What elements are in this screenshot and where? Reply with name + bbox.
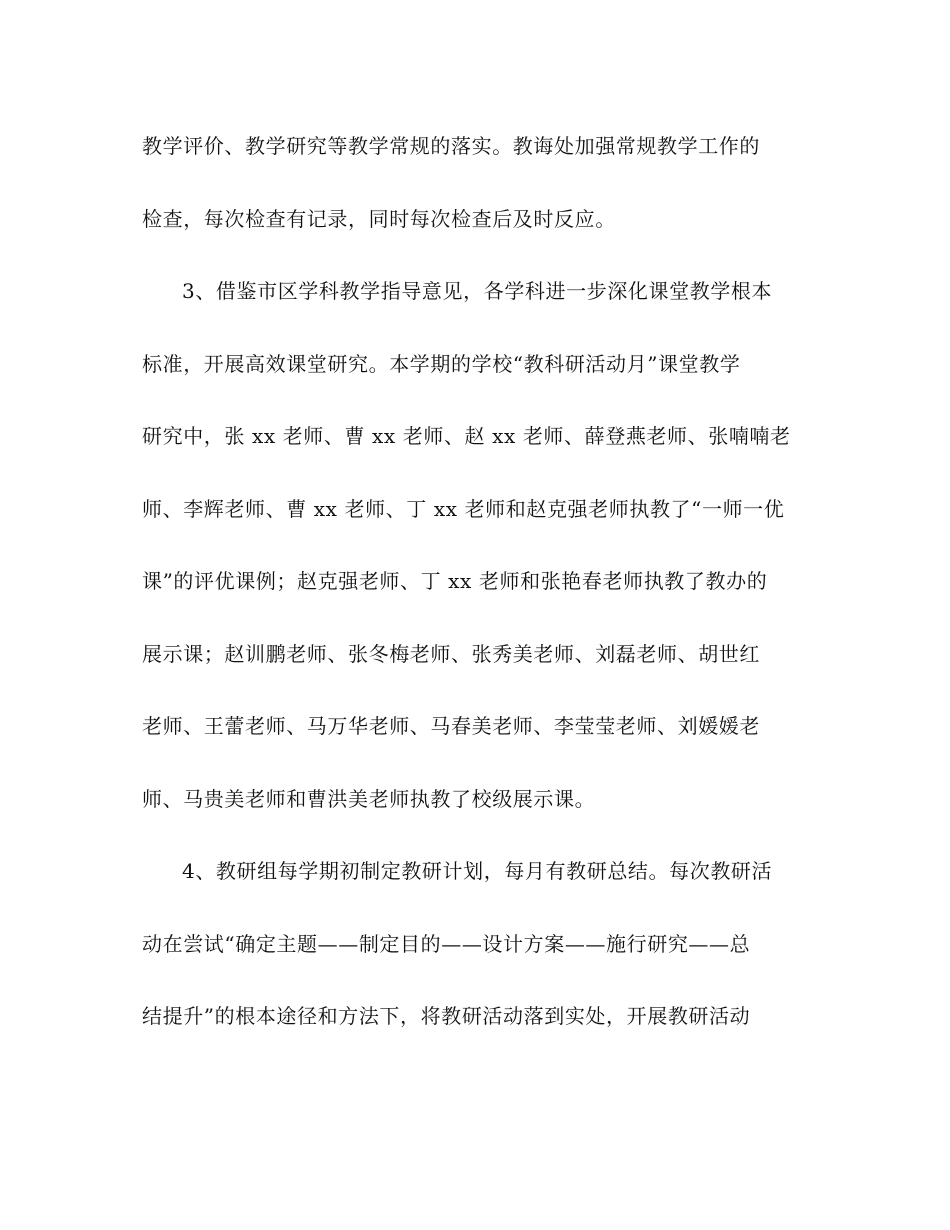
body-line: 展示课；赵训鹏老师、张冬梅老师、张秀美老师、刘磊老师、胡世红 (142, 641, 760, 666)
body-line: 老师、王蕾老师、马万华老师、马春美老师、李莹莹老师、刘媛媛老 (142, 714, 760, 738)
body-line: 教学评价、教学研究等教学常规的落实。教诲处加强常规教学工作的 (142, 134, 760, 158)
body-line: 检查，每次检查有记录，同时每次检查后及时反应。 (142, 206, 616, 231)
paragraph-4-first-line: 4、教研组每学期初制定教研计划，每月有教研总结。每次教研活 (182, 859, 773, 883)
body-line: 师、李辉老师、曹 xx 老师、丁 xx 老师和赵克强老师执教了“一师一优 (142, 496, 785, 521)
body-line: 师、马贵美老师和曹洪美老师执教了校级展示课。 (142, 786, 596, 811)
body-line: 课”的评优课例；赵克强老师、丁 xx 老师和张艳春老师执教了教办的 (142, 569, 768, 593)
paragraph-3-first-line: 3、借鉴市区学科教学指导意见，各学科进一步深化课堂教学根本 (182, 279, 773, 303)
body-line: 标准，开展高效课堂研究。本学期的学校“教科研活动月”课堂教学 (142, 351, 741, 376)
body-line: 研究中，张 xx 老师、曹 xx 老师、赵 xx 老师、薛登燕老师、张喃喃老 (142, 424, 791, 448)
body-line: 结提升”的根本途径和方法下，将教研活动落到实处，开展教研活动 (142, 1004, 751, 1028)
body-line: 动在尝试“确定主题——制定目的——设计方案——施行研究——总 (142, 931, 751, 956)
document-body (142, 122, 810, 1065)
